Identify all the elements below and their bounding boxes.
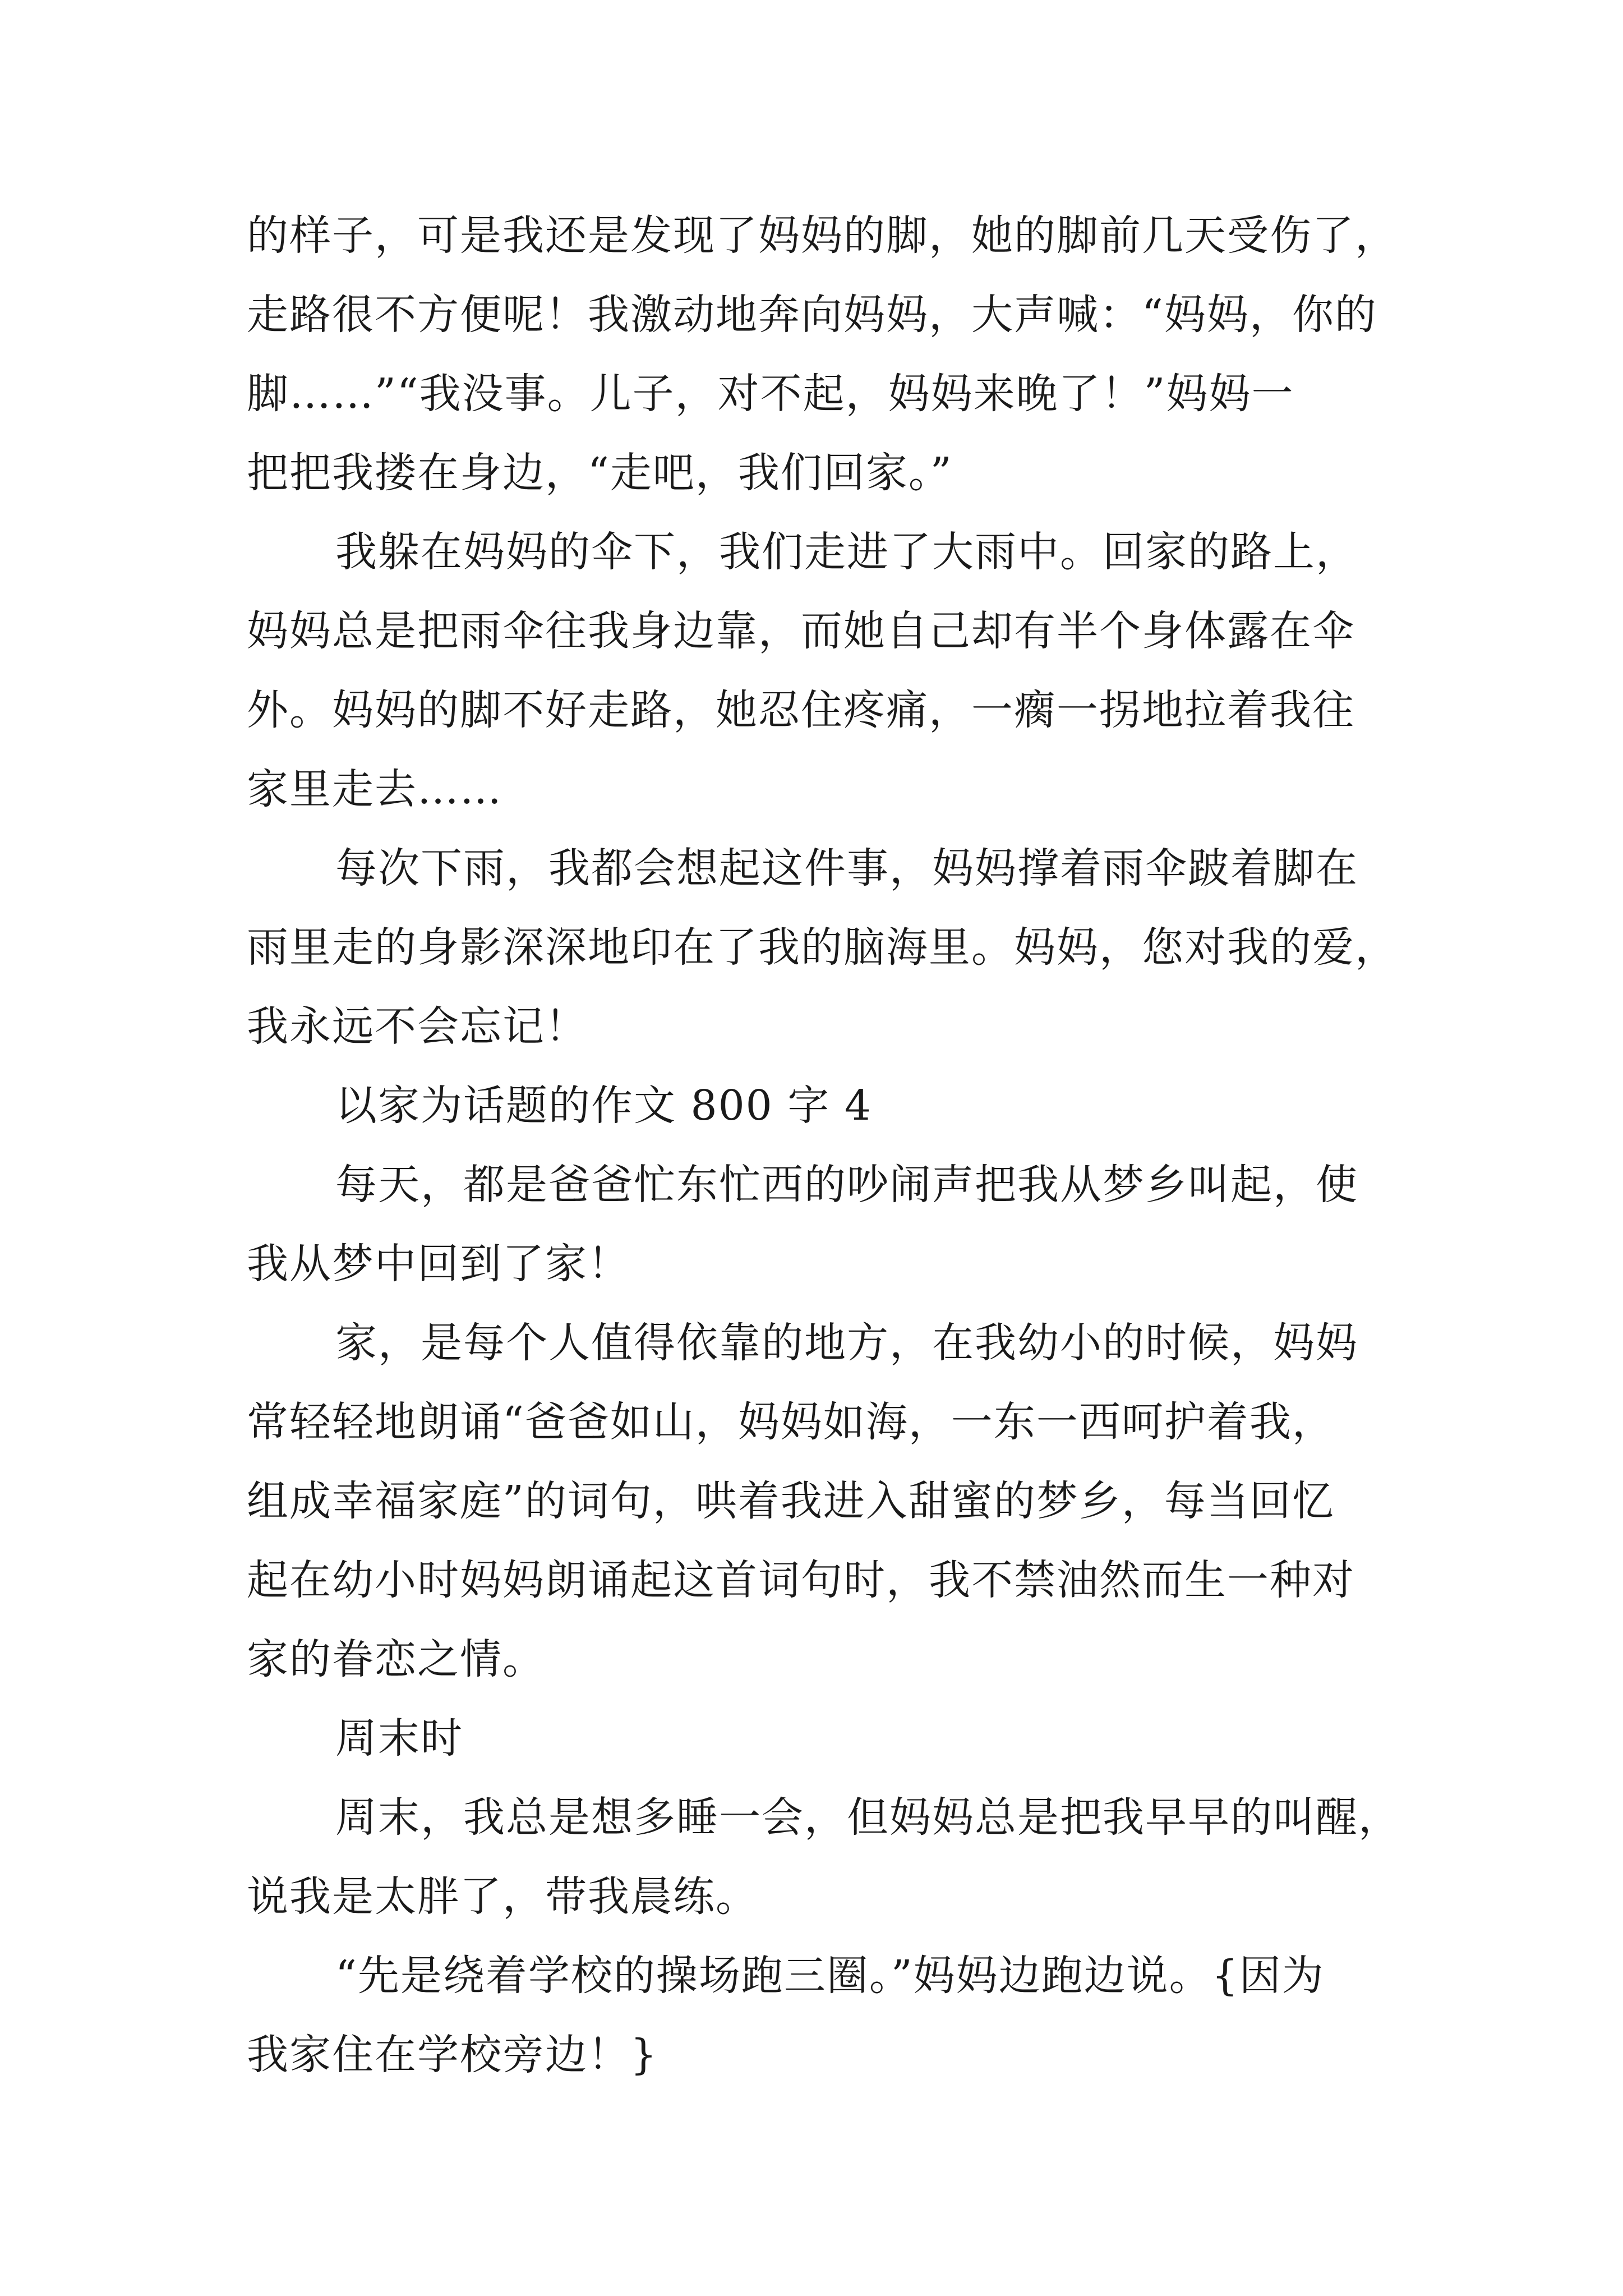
text-line: 雨里走的身影深深地印在了我的脑海里。妈妈，您对我的爱， (247, 923, 1398, 972)
text-line: 周末时 (335, 1714, 463, 1763)
text-line: 以家为话题的作文 800 字 4 (335, 1082, 872, 1130)
text-line: 走路很不方便呢！我激动地奔向妈妈，大声喊：“妈妈，你的 (247, 291, 1377, 339)
paragraph (247, 196, 1398, 513)
text-line: 每天，都是爸爸忙东忙西的吵闹声把我从梦乡叫起，使 (335, 1161, 1358, 1209)
text-line: 的样子，可是我还是发现了妈妈的脚，她的脚前几天受伤了， (247, 211, 1398, 260)
text-line: 周末，我总是想多睡一会，但妈妈总是把我早早的叫醒， (335, 1793, 1401, 1842)
paragraph (247, 1304, 1391, 1699)
text-line: 组成幸福家庭”的词句，哄着我进入甜蜜的梦乡，每当回忆 (247, 1477, 1335, 1525)
text-line: 说我是太胖了，带我晨练。 (247, 1872, 758, 1921)
text-line: “先是绕着学校的操场跑三圈。”妈妈边跑边说。{因为 (335, 1952, 1325, 2000)
text-line: 我从梦中回到了家！ (247, 1240, 630, 1288)
text-line: 我躲在妈妈的伞下，我们走进了大雨中。回家的路上， (335, 528, 1358, 576)
document-page (247, 196, 1401, 2095)
paragraph (247, 1699, 1391, 1778)
paragraph (247, 1778, 1401, 1936)
text-line: 起在幼小时妈妈朗诵起这首词句时，我不禁油然而生一种对 (247, 1556, 1355, 1604)
text-line: 家里走去…… (247, 765, 502, 813)
text-line: 家，是每个人值得依靠的地方，在我幼小的时候，妈妈 (335, 1319, 1358, 1367)
paragraph (247, 829, 1398, 1066)
paragraph (247, 513, 1391, 829)
text-line: 妈妈总是把雨伞往我身边靠，而她自己却有半个身体露在伞 (247, 607, 1355, 655)
text-line: 常轻轻地朗诵“爸爸如山，妈妈如海，一东一西呵护着我， (247, 1398, 1335, 1446)
text-line: 每次下雨，我都会想起这件事，妈妈撑着雨伞跛着脚在 (335, 844, 1358, 892)
text-line: 外。妈妈的脚不好走路，她忍住疼痛，一瘸一拐地拉着我往 (247, 686, 1355, 734)
text-line: 我家住在学校旁边！} (247, 2031, 658, 2079)
section-heading (247, 1066, 1391, 1145)
text-line: 家的眷恋之情。 (247, 1635, 545, 1683)
paragraph (247, 1145, 1391, 1304)
text-line: 脚……”“我没事。儿子，对不起，妈妈来晚了！”妈妈一 (247, 370, 1294, 418)
text-line: 我永远不会忘记！ (247, 1002, 588, 1051)
paragraph (247, 1936, 1391, 2095)
text-line: 把把我搂在身边，“走吧，我们回家。” (247, 449, 953, 497)
